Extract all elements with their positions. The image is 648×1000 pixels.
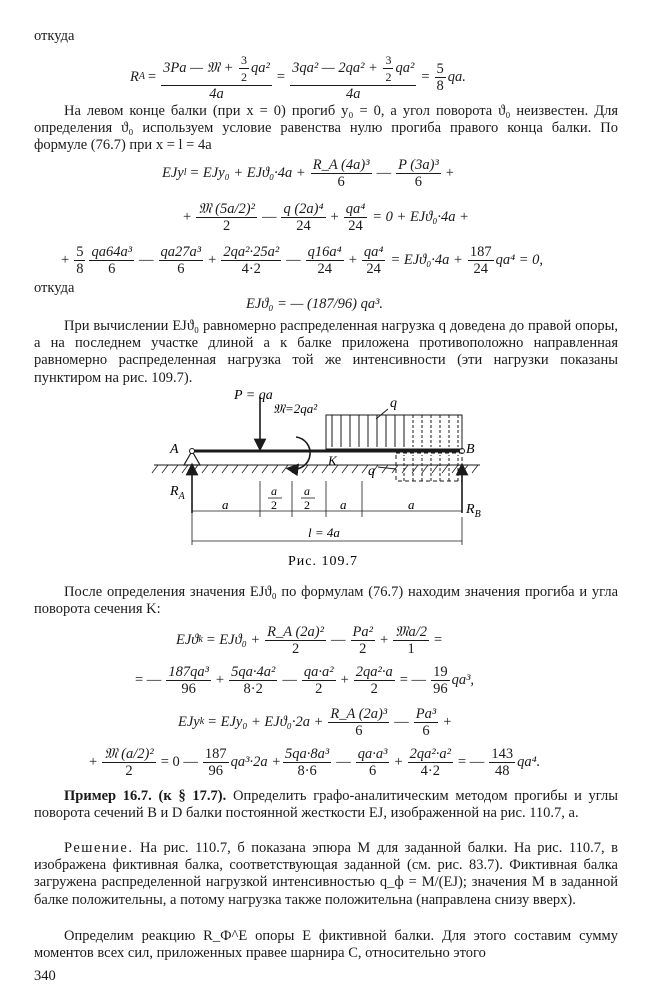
paragraph-5 [34,840,618,909]
paragraph-1-text: На левом конце балки (при x = 0) прогиб y₀ = 0, а угол поворота ϑ₀ неизвестен. Для определения ϑ₀ используем условие равенства нулю прогиба правого конца балки. По формуле (76.7) при x = l = 4a [34,103,618,154]
eq3-c-d: 6 [177,260,185,277]
eq8-s: + [89,753,98,770]
eq6-tail: qa³, [451,671,475,688]
eq5-f2d: 2 [359,640,367,657]
hinge-a-icon [190,449,195,454]
eq1-b: = EJy₀ + EJϑ₀·4a + [189,164,306,181]
eq3-d-n: 2qa²·25a² [223,243,280,260]
eq6-f5n: 19 [433,663,448,680]
eq-ra-frac2 [290,52,416,102]
eq-ra-fn2: 3 [385,53,392,67]
eq8-f2n: 187 [204,745,227,762]
eq-ra-n2-tail: qa² [395,59,415,76]
eq2-f2n: q (2a)⁴ [283,200,324,217]
eq6-f5d: 96 [433,680,448,697]
eq6-s: = — [135,671,162,688]
eq6-m1: — [282,671,297,688]
load-q-bottom [396,453,462,481]
eq8-f1d: 2 [125,762,133,779]
dim-a1: a [222,497,229,512]
eq7-b: = EJy₀ + EJϑ₀·2a + [207,713,324,730]
dim-a5: a [408,497,415,512]
label-rb: $R_B$ [466,502,481,520]
label-m: 𝔐=2qa² [273,401,318,416]
eq8-f6n: 143 [491,745,514,762]
eq5-f2n: Pa² [352,623,373,640]
eq-ra-lhs: R [130,68,139,85]
eq8-mid: qa³·2a + [230,753,282,770]
solution-heading: Решение. [64,840,134,856]
eq6-p1: + [215,671,225,688]
label-a: A [170,442,179,457]
equation-8 [86,742,540,782]
eq8-f5d: 4·2 [420,762,440,779]
eq3-a-n: 5 [76,243,84,260]
moment-arrow [292,437,310,469]
eq3-r: = EJϑ₀·4a + [390,251,463,268]
paragraph-6 [34,928,618,962]
eq6-r: = — [399,671,427,688]
eq7-f1n: R_A (2a)³ [330,705,388,722]
word-otkuda-top: откуда [34,28,75,44]
eq3-b-d: 6 [108,260,116,277]
eq6-f2n: 5qa·4a² [231,663,276,680]
load-q-top [326,415,462,449]
eq8-f3n: 5qa·8a³ [285,745,330,762]
eq3-s: + [61,251,70,268]
eq-ra-d1: 4a [209,86,224,102]
ground-hatch [152,465,478,473]
paragraph-6-text: Определим реакцию R_Ф^E опоры E фиктивной балки. Для этого составим сумму моментов всех сил, приложенных правее шарнира C, относительно этого [34,928,618,962]
eq8-f6d: 48 [494,762,510,779]
eq8-f4n: qa·a³ [357,745,388,762]
eq-ra-fd2: 2 [385,70,392,84]
eq1-m: — [376,164,392,181]
page-number: 340 [34,968,56,984]
eq-ra-frac1 [161,52,272,102]
eq-ra-rn: 5 [436,60,444,77]
eq2-f1d: 2 [222,217,231,234]
dim-a3-d: 2 [304,498,310,512]
eq6-f4d: 2 [370,680,378,697]
eq8-f2d: 96 [208,762,223,779]
label-b: B [466,442,475,457]
eq3-g-d: 24 [473,260,488,277]
eq5-e: = [434,631,443,648]
eq3-b-n: qa64a³ [91,243,133,260]
eq8-f3d: 8·6 [297,762,317,779]
eq2-f2d: 24 [296,217,311,234]
eq2-f1n: 𝔐 (5a/2)² [198,200,255,217]
eq3-e-n: q16a⁴ [307,243,342,260]
eq2-f3n: qa⁴ [345,200,366,217]
eq3-f-d: 24 [366,260,381,277]
dim-a2-n: a [271,484,277,498]
paragraph-1 [34,103,618,155]
dim-a2-d: 2 [271,498,277,512]
eq-ra-n1-tail: qa² [251,59,270,76]
eq7-m: — [394,713,409,730]
eq8-f1n: 𝔐 (a/2)² [104,745,154,762]
eq1-e: + [445,164,454,181]
eq8-p1: + [394,753,403,770]
eq6-f1d: 96 [181,680,196,697]
equation-3 [58,240,543,280]
dim-a3-n: a [304,484,310,498]
eq1-a-sub: l [183,167,187,178]
example-text: Определить графо-аналитическим методом прогибы и углы поворота сечений B и D балки постоянной жесткости EJ, изображенной на рис. 110.7, a. [34,788,618,822]
eq1-f2n: P (3a)³ [398,156,439,173]
equation-1 [162,153,457,193]
solution-text: На рис. 110.7, б показана эпюра M для заданной балки. На рис. 110.7, в изображена фиктивная балка, соответствующая заданной (см. рис. 83.7). Фиктивная балка загружена распределенной нагрузкой интенсивностью q_ф = M/(EJ); значения M в заданной балке положительны, а потому нагрузка также положительна (направлена снизу вверх). [34,840,618,908]
eq2-p: + [330,208,339,225]
eq6-f3n: qa·a² [303,663,334,680]
eq1-a: EJy [162,164,184,181]
equation-4: EJϑ₀ = — (187/96) qa³. [246,296,384,312]
label-p: P = qa [234,388,273,403]
eq5-m: — [331,631,346,648]
eq-ra-tail: qa. [447,68,466,85]
eq1-f1n: R_A (4a)³ [312,156,370,173]
eq6-p2: + [340,671,349,688]
eq3-f-n: qa⁴ [363,243,384,260]
paragraph-4-text [34,788,618,822]
load-q-bottom-arrows [404,455,458,481]
label-k: K [328,453,337,468]
eq5-a: EJϑ [176,631,199,648]
eq-ra-lhs-sub: A [138,71,145,82]
eq5-p: + [379,631,389,648]
dim-total: l = 4a [308,525,340,540]
equation-ra: R A = 3Pa — 𝔐 + $\frac{3}{2}$ qa² 4a = 3qa² — 2qa² + $\frac{3}{2}$ qa² 4a = $\frac{5}{8}$ qa. [130,53,466,102]
eq6-f2d: 8·2 [243,680,263,697]
eq5-f1n: R_A (2a)² [267,623,324,640]
q-bottom-leader [378,467,396,469]
paragraph-4 [34,788,618,822]
eq8-f4d: 6 [368,762,377,779]
figure-109-7 [140,385,500,570]
equation-2 [180,197,472,237]
eq8-r2: = — [458,753,485,770]
eq1-f1d: 6 [337,173,345,190]
eq3-m1: — [139,251,154,268]
label-q-top: q [390,396,397,411]
eq3-c-n: qa27a³ [160,243,202,260]
eq8-r: = 0 — [160,753,198,770]
eq3-m2: — [286,251,301,268]
eq2-m: — [261,208,277,225]
eq-ra-fn: 3 [241,53,248,67]
load-q-top-arrows [332,415,458,447]
eq3-p2: + [348,251,357,268]
eq-ra-n1: 3Pa — 𝔐 + [163,59,238,76]
equation-7 [178,702,454,742]
label-q-bottom: q [368,464,375,479]
eq5-f1d: 2 [291,640,300,657]
example-heading: Пример 16.7. (к § 17.7). [64,788,227,804]
eq2-e: = 0 + EJϑ₀·4a + [372,208,469,225]
eq-ra-rd: 8 [436,77,444,94]
eq3-a-d: 8 [76,260,84,277]
paragraph-5-text [34,840,618,909]
eq2-s: + [183,208,192,225]
eq5-f3n: 𝔐a/2 [395,623,428,640]
eq3-e-d: 24 [317,260,332,277]
eq-ra-result [435,61,446,94]
eq1-f2d: 6 [414,173,423,190]
eq7-f1d: 6 [355,722,363,739]
paragraph-2-text: При вычислении EJϑ₀ равномерно распределенная нагрузка q доведена до правой опоры, а на последнем участке длиной a к балке приложена противоположно направленная равномерно распределенная нагрузка той же интенсивности (эти нагрузки показаны пунктиром на рис. 109.7). [34,318,618,386]
paragraph-3 [34,584,618,618]
eq2-f3d: 24 [348,217,363,234]
figure-caption: Рис. 109.7 [288,554,358,569]
eq3-tail: qa⁴ = 0, [495,251,544,268]
eq-ra-d2: 4a [345,86,361,102]
eq6-f1n: 187qa³ [168,663,209,680]
eq5-b: = EJϑ₀ + [205,631,261,648]
eq6-f4n: 2qa²·a [355,663,393,680]
eq3-d-d: 4·2 [241,260,261,277]
word-otkuda-2: откуда [34,280,75,296]
equation-5 [176,620,445,660]
eq7-f2n: Pa³ [415,705,437,722]
eq-ra-fd: 2 [241,70,248,84]
equation-6 [132,660,474,700]
paragraph-2 [34,318,618,387]
eq7-a-sub: k [199,716,205,727]
eq7-e: + [443,713,452,730]
eq-ra-n2: 3qa² — 2qa² + [292,59,382,76]
eq7-f2d: 6 [422,722,430,739]
eq8-tail: qa⁴. [517,753,541,770]
label-ra: $R_A$ [170,484,185,502]
eq7-a: EJy [178,713,200,730]
eq6-f3d: 2 [315,680,323,697]
eq8-m1: — [336,753,351,770]
eq3-p1: + [208,251,217,268]
eq5-f3d: 1 [407,640,415,657]
eq3-g-n: 187 [469,243,492,260]
paragraph-3-text: После определения значения EJϑ₀ по формулам (76.7) находим значения прогиба и угла поворота сечения K: [34,584,618,618]
eq5-a-sub: k [198,634,203,645]
dim-a4: a [340,497,347,512]
eq8-f5n: 2qa²·a² [409,745,451,762]
